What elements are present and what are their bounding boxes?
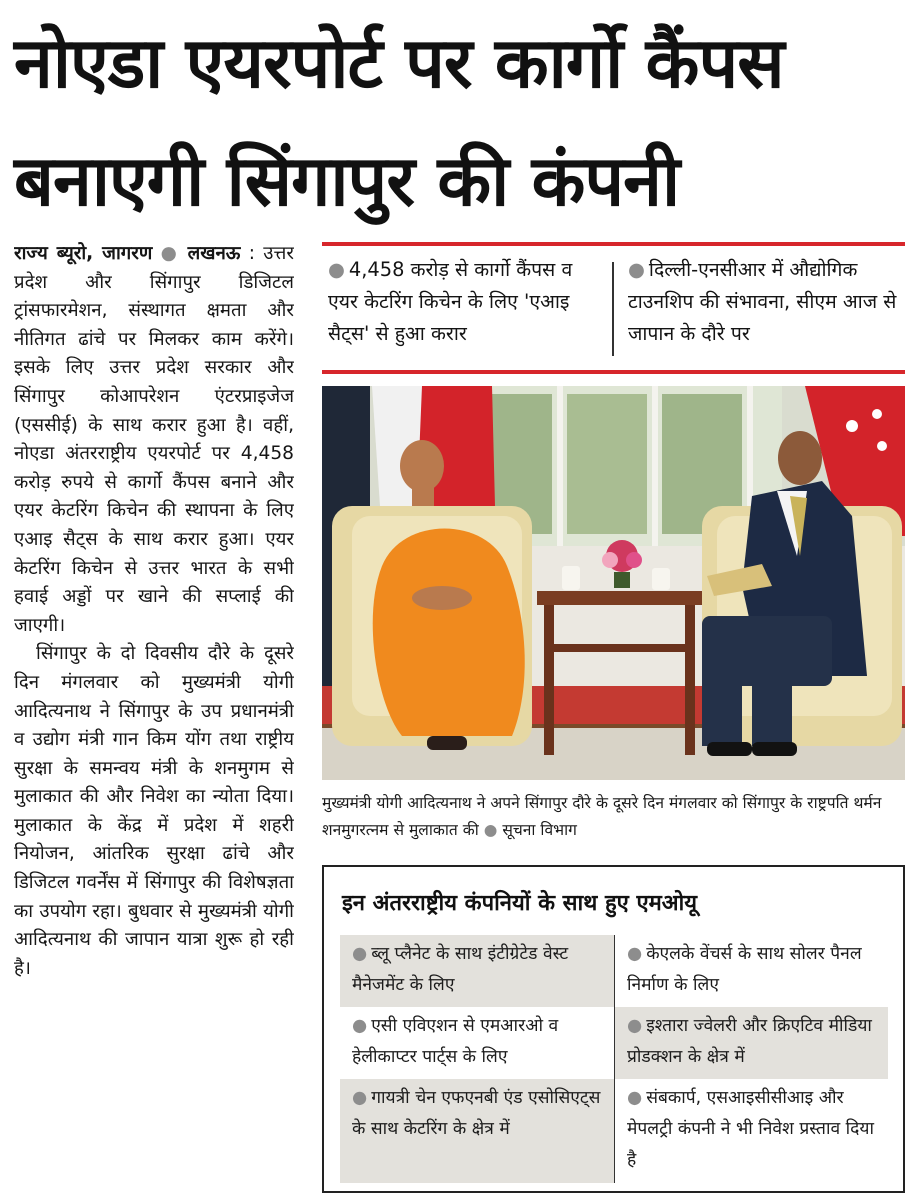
mou-row: [340, 1079, 888, 1183]
highlight-text: दिल्ली-एनसीआर में औद्योगिक टाउनशिप की संभावना, सीएम आज से जापान के दौरे पर: [628, 258, 897, 345]
meeting-photo-illustration: [322, 386, 905, 780]
mou-item-text: इश्तारा ज्वेलरी और क्रिएटिव मीडिया प्रोडक्शन के क्षेत्र में: [627, 1016, 872, 1067]
dateline-city: लखनऊ: [187, 243, 241, 264]
mou-row: [340, 935, 888, 1007]
bullet-icon: ●: [328, 258, 345, 281]
bullet-icon: ●: [483, 821, 498, 839]
mou-row: [340, 1007, 888, 1079]
bullet-icon: ●: [627, 1016, 643, 1036]
bullet-icon: ●: [352, 1088, 368, 1108]
highlight-divider: [612, 262, 614, 356]
mou-item: [340, 935, 614, 1007]
mou-item-text: ब्लू प्लैनेट के साथ इंटीग्रेटेड वेस्ट मैनेजमेंट के लिए: [352, 944, 569, 995]
headline-line-2: बनाएगी सिंगापुर की कंपनी: [14, 140, 680, 222]
headline: [14, 4, 904, 240]
photo-caption: [322, 790, 905, 844]
highlight-item: [628, 254, 904, 362]
news-photo: [322, 386, 905, 780]
mou-box: [322, 865, 905, 1193]
mou-item-text: केएलके वेंचर्स के साथ सोलर पैनल निर्माण के लिए: [627, 944, 862, 995]
bullet-icon: ●: [628, 258, 645, 281]
mou-item-text: गायत्री चेन एफएनबी एंड एसोसिएट्स के साथ केटरिंग के क्षेत्र में: [352, 1088, 601, 1139]
bullet-icon: ●: [627, 944, 643, 964]
highlight-bottom-rule: [322, 370, 905, 374]
mou-list: [340, 935, 888, 1183]
mou-title: इन अंतरराष्ट्रीय कंपनियों के साथ हुए एमओयू: [342, 891, 698, 916]
bullet-icon: ●: [627, 1088, 643, 1108]
mou-item: [340, 1007, 614, 1079]
highlight-top-rule: [322, 242, 905, 246]
mou-item-text: एसी एविएशन से एमआरओ व हेलीकाप्टर पार्ट्स के लिए: [352, 1016, 559, 1067]
article-paragraph: सिंगापुर के दो दिवसीय दौरे के दूसरे दिन मंगलवार को मुख्यमंत्री योगी आदित्यनाथ ने सिंगापुर के उप प्रधानमंत्री व उद्योग मंत्री गान किम योंग तथा राष्ट्रीय सुरक्षा के समन्वय मंत्री के शनमुगम से मुलाकात की और निवेश का न्योता दिया। मुलाकात के केंद्र में प्रदेश में शहरी नियोजन, आंतरिक सुरक्षा ढांचे और डिजिटल गवर्नेंस में सिंगापुर की विशेषज्ञता का उपयोग रहा। बुधवार से मुख्यमंत्री योगी आदित्यनाथ की जापान यात्रा शुरू हो रही है।: [14, 643, 294, 979]
mou-item-text: संबकार्प, एसआइसीसीआइ और मेपलट्री कंपनी ने भी निवेश प्रस्ताव दिया है: [627, 1088, 875, 1170]
dateline: राज्य ब्यूरो, जागरण: [14, 243, 153, 264]
article-paragraph: [14, 240, 294, 640]
bullet-icon: ●: [160, 243, 180, 264]
headline-line-1: नोएडा एयरपोर्ट पर कार्गो कैंपस: [14, 22, 784, 104]
photo-credit: सूचना विभाग: [502, 821, 577, 839]
article-body: [14, 240, 294, 1190]
mou-item: [340, 1079, 614, 1183]
mou-item: [614, 1007, 888, 1079]
bullet-icon: ●: [352, 1016, 368, 1036]
highlight-item: [328, 254, 600, 362]
paragraph-text: : उत्तर प्रदेश और सिंगापुर डिजिटल ट्रांसफारमेशन, संस्थागत क्षमता और नीतिगत ढांचे पर मिलकर काम करेंगे। इसके लिए उत्तर प्रदेश सरकार और सिंगापुर कोआपरेशन एंटरप्राइजेज (एससीई) के साथ करार हुआ है। वहीं, नोएडा अंतरराष्ट्रीय एयरपोर्ट पर 4,458 करोड़ रुपये से कार्गो कैंपस बनाने और एयर केटरिंग किचेन की स्थापना के लिए एआइ सैट्स के साथ करार हुआ। एयर केटरिंग किचेन से उत्तर भारत के सभी हवाई अड्डों पर खाने की सप्लाई की जाएगी।: [14, 243, 294, 636]
bullet-icon: ●: [352, 944, 368, 964]
mou-item: [614, 1079, 888, 1183]
caption-text: मुख्यमंत्री योगी आदित्यनाथ ने अपने सिंगापुर दौरे के दूसरे दिन मंगलवार को सिंगापुर के राष्ट्रपति थर्मन शनमुगरत्नम से मुलाकात की: [322, 794, 882, 839]
highlight-text: 4,458 करोड़ से कार्गो कैंपस व एयर केटरिंग किचेन के लिए 'एआइ सैट्स' से हुआ करार: [328, 258, 573, 345]
mou-item: [614, 935, 888, 1007]
